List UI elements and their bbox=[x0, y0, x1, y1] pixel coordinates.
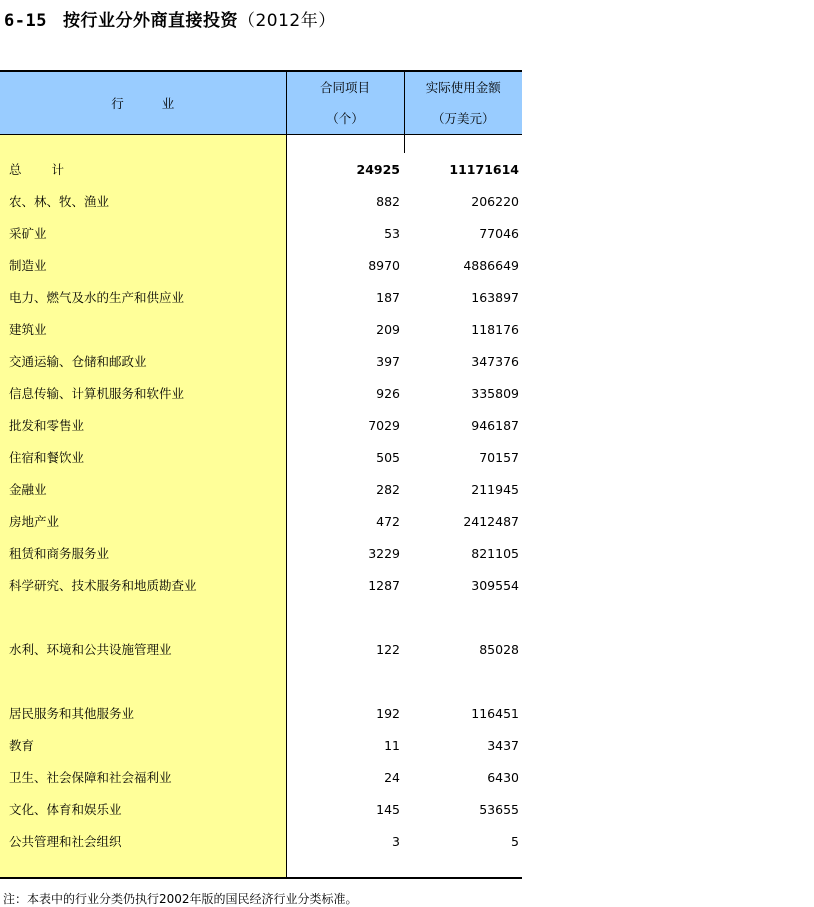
table-row bbox=[0, 569, 522, 601]
header-amount-label: 实际使用金额 bbox=[425, 80, 501, 95]
row-contracts: 282 bbox=[286, 473, 404, 505]
header-contracts-unit: （个） bbox=[326, 111, 364, 126]
table-row bbox=[0, 473, 522, 505]
row-contracts: 187 bbox=[286, 281, 404, 313]
header-amount-unit: （万美元） bbox=[431, 111, 495, 126]
row-contracts: 1287 bbox=[286, 569, 404, 601]
row-amount: 116451 bbox=[471, 705, 519, 721]
row-amount: 77046 bbox=[479, 225, 519, 241]
total-label: 总计 bbox=[0, 153, 286, 185]
row-contracts: 397 bbox=[286, 345, 404, 377]
header-industry bbox=[0, 71, 286, 135]
row-label: 租赁和商务服务业 bbox=[0, 537, 286, 569]
end-spacer-row bbox=[0, 857, 522, 878]
row-label: 科学研究、技术服务和地质勘查业 bbox=[0, 569, 286, 601]
row-label: 居民服务和其他服务业 bbox=[0, 697, 286, 729]
table-title-text: 按行业分外商直接投资 bbox=[62, 11, 238, 31]
row-amount: 821105 bbox=[471, 545, 519, 561]
row-amount: 335809 bbox=[471, 385, 519, 401]
row-label: 建筑业 bbox=[0, 313, 286, 345]
row-contracts: 192 bbox=[286, 697, 404, 729]
row-amount: 206220 bbox=[471, 193, 519, 209]
row-contracts: 472 bbox=[286, 505, 404, 537]
row-label: 卫生、社会保障和社会福利业 bbox=[0, 761, 286, 793]
table-row bbox=[0, 217, 522, 249]
table-row bbox=[0, 505, 522, 537]
row-label: 金融业 bbox=[0, 473, 286, 505]
row-amount: 163897 bbox=[471, 289, 519, 305]
table-row bbox=[0, 345, 522, 377]
table-row bbox=[0, 761, 522, 793]
row-contracts: 7029 bbox=[286, 409, 404, 441]
row-label: 电力、燃气及水的生产和供应业 bbox=[0, 281, 286, 313]
row-label: 农、林、牧、渔业 bbox=[0, 185, 286, 217]
row-amount: 309554 bbox=[471, 577, 519, 593]
table-row bbox=[0, 825, 522, 857]
table-row bbox=[0, 313, 522, 345]
row-amount: 6430 bbox=[487, 769, 519, 785]
row-contracts: 24 bbox=[286, 761, 404, 793]
row-contracts: 3 bbox=[286, 825, 404, 857]
row-amount: 85028 bbox=[479, 641, 519, 657]
row-contracts: 145 bbox=[286, 793, 404, 825]
header-amount bbox=[404, 71, 522, 135]
row-contracts: 8970 bbox=[286, 249, 404, 281]
row-amount: 118176 bbox=[471, 321, 519, 337]
row-amount: 2412487 bbox=[463, 513, 519, 529]
row-amount: 70157 bbox=[479, 449, 519, 465]
total-amount: 11171614 bbox=[449, 161, 519, 177]
table-row bbox=[0, 409, 522, 441]
header-row bbox=[0, 71, 522, 135]
row-label: 住宿和餐饮业 bbox=[0, 441, 286, 473]
total-row bbox=[0, 153, 522, 185]
table-title-year: （2012年） bbox=[237, 11, 336, 31]
table-row bbox=[0, 249, 522, 281]
row-contracts: 209 bbox=[286, 313, 404, 345]
row-amount: 347376 bbox=[471, 353, 519, 369]
row-contracts: 882 bbox=[286, 185, 404, 217]
total-contracts: 24925 bbox=[286, 153, 404, 185]
footnote: 注：本表中的行业分类仍执行2002年版的国民经济行业分类标准。 bbox=[3, 892, 358, 906]
row-contracts: 926 bbox=[286, 377, 404, 409]
row-amount: 53655 bbox=[479, 801, 519, 817]
row-label: 房地产业 bbox=[0, 505, 286, 537]
row-contracts: 53 bbox=[286, 217, 404, 249]
header-contracts-label: 合同项目 bbox=[319, 80, 370, 95]
row-label: 信息传输、计算机服务和软件业 bbox=[0, 377, 286, 409]
table-row bbox=[0, 601, 522, 697]
row-label: 水利、环境和公共设施管理业 bbox=[0, 601, 286, 697]
table-row bbox=[0, 729, 522, 761]
row-label: 批发和零售业 bbox=[0, 409, 286, 441]
row-contracts: 122 bbox=[286, 601, 404, 697]
table-row bbox=[0, 281, 522, 313]
row-amount: 4886649 bbox=[463, 257, 519, 273]
row-label: 文化、体育和娱乐业 bbox=[0, 793, 286, 825]
table-row bbox=[0, 441, 522, 473]
page-title bbox=[4, 6, 336, 31]
row-label: 教育 bbox=[0, 729, 286, 761]
table-row bbox=[0, 185, 522, 217]
row-amount: 3437 bbox=[487, 737, 519, 753]
row-label: 交通运输、仓储和邮政业 bbox=[0, 345, 286, 377]
table-row bbox=[0, 377, 522, 409]
header-industry-label: 行业 bbox=[111, 96, 213, 111]
row-contracts: 3229 bbox=[286, 537, 404, 569]
row-contracts: 11 bbox=[286, 729, 404, 761]
row-amount: 946187 bbox=[471, 417, 519, 433]
row-contracts: 505 bbox=[286, 441, 404, 473]
table-row bbox=[0, 793, 522, 825]
row-label: 制造业 bbox=[0, 249, 286, 281]
fdi-by-industry-table bbox=[0, 70, 522, 879]
spacer-row bbox=[0, 135, 522, 154]
row-label: 公共管理和社会组织 bbox=[0, 825, 286, 857]
row-amount: 5 bbox=[511, 833, 519, 849]
table-row bbox=[0, 537, 522, 569]
row-label: 采矿业 bbox=[0, 217, 286, 249]
table-number: 6-15 bbox=[4, 11, 47, 31]
table-row bbox=[0, 697, 522, 729]
header-contracts bbox=[286, 71, 404, 135]
row-amount: 211945 bbox=[471, 481, 519, 497]
